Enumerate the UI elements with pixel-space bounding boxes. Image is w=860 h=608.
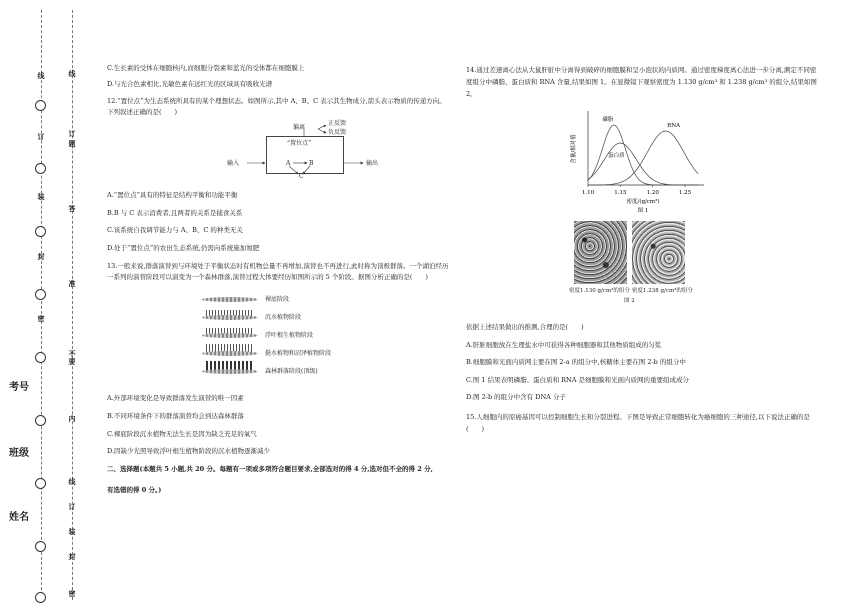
y-axis-label: 含量/相对值	[571, 134, 577, 164]
q12-stem: 12.“置位点”为生态系统所具有的某个理想状态。如图所示,其中 A、B、C 表示其生物成分,箭头表示物质的传递方向。下列叙述正确的是( )	[107, 97, 446, 116]
stage-illustration	[202, 292, 258, 304]
outer-seal-column	[32, 0, 50, 608]
series-label: RNA	[667, 123, 681, 129]
binding-hole	[35, 226, 46, 237]
q14-lead: 依据上述结果做出的推测,合理的是( )	[466, 323, 584, 331]
seal-char: 订	[68, 129, 76, 138]
seal-char: 密	[68, 589, 76, 598]
seal-char: 线	[37, 71, 45, 80]
section2-header-line2: 有选错的得 0 分。)	[107, 485, 162, 494]
q11-option-c: C.生长素的受体在细胞核内,而细胞分裂素和蓝光的受体都在细胞膜上	[107, 64, 305, 72]
seal-char: 答	[68, 204, 76, 213]
q12-option-b[interactable]: B.B 与 C 表示消费者,且两者的关系是捕食关系	[107, 208, 243, 217]
negative-feedback-label: 负反馈	[328, 129, 347, 136]
positive-feedback-label: 正反馈	[328, 120, 347, 127]
micrograph-a	[574, 221, 627, 284]
exam-number-field[interactable]	[6, 382, 32, 393]
stage-illustration	[202, 328, 258, 340]
binding-hole	[35, 163, 46, 174]
binding-hole	[35, 478, 46, 489]
exam-number-label: 考号	[9, 382, 29, 393]
x-tick-label: 1.25	[678, 190, 692, 196]
succession-figure	[107, 290, 452, 386]
stage-label: 森林群落阶段(顶级)	[265, 368, 318, 376]
seal-char: 准	[68, 279, 76, 288]
seal-char: 封	[37, 252, 45, 261]
section2-header-line1: 二、选择题(本题共 5 小题,共 20 分。每题有一项或多项符合题目要求,全部选对的得 4 分,选对但不全的得 2 分,	[107, 464, 433, 473]
q13-option-c[interactable]: C.裸底阶段沉水植物无法生长是因为缺乏充足的氧气	[107, 429, 257, 438]
q13-stem: 13.一般来说,群落演替到与环境处于平衡状态时有机物总量不再增加,演替也不再进行,此时称为顶极群落。一个湖泊经历一系列的演替阶段可以演变为一个森林群落,演替过程大体要经历如图所示的 5 个阶段。据图分析正确的是( )	[107, 262, 449, 282]
seal-char: 封	[68, 552, 76, 561]
q13-option-a[interactable]: A.外部环境变化是导致群落发生演替的唯一因素	[107, 394, 244, 403]
micrograph-a-caption: 密度1.130 g/cm³的组分	[569, 288, 630, 294]
binding-hole	[35, 415, 46, 426]
seal-char: 订	[68, 502, 76, 511]
q13-option-b[interactable]: B.不同环境条件下的群落演替均会到达森林群落	[107, 411, 244, 420]
q12-option-c[interactable]: C.该系统自我调节能力与 A、B、C 的种类无关	[107, 226, 243, 235]
deviation-label: 偏离	[293, 124, 306, 131]
micrograph-figure	[466, 219, 818, 311]
class-field[interactable]	[6, 448, 32, 459]
setpoint-label: “置位点”	[287, 140, 312, 147]
density-chart	[466, 107, 818, 215]
seal-char: 线	[68, 477, 76, 486]
seal-char: 线	[68, 69, 76, 78]
series-line	[588, 143, 698, 185]
stage-illustration	[202, 346, 258, 358]
micrograph-b-caption: 密度1.238 g/cm³的组分	[632, 288, 693, 294]
setpoint-diagram	[107, 120, 452, 181]
x-tick-label: 1.15	[614, 190, 627, 196]
q14-option-d[interactable]: D.图 2-b 的组分中含有 DNA 分子	[466, 393, 566, 402]
node-b-label: B	[309, 160, 314, 167]
series-label: 蛋白质	[608, 153, 625, 159]
stage-label: 裸底阶段	[265, 296, 290, 304]
q14-option-b[interactable]: B.细胞膜和光面内质网主要在图 2-a 的组分中,核糖体主要在图 2-b 的组分中	[466, 358, 686, 367]
node-a-label: A	[286, 160, 291, 167]
stage-label: 浮叶根生植物阶段	[265, 332, 314, 340]
series-line	[588, 131, 698, 185]
seal-char: 订	[37, 132, 45, 141]
series-line	[588, 125, 698, 185]
q15-stem: 15.人细胞内的原癌基因可以控制细胞生长和分裂进程。下图是导致正常细胞转化为癌细胞的三种途径,以下说法正确的是( )	[466, 412, 810, 433]
right-column	[466, 64, 818, 442]
q12-option-d[interactable]: D.处于“置位点”的农田生态系统,仍需向系统施加氮肥	[107, 243, 260, 252]
class-label: 班级	[9, 448, 29, 459]
stage-label: 挺水植物和沼泽植物阶段	[265, 350, 332, 358]
seal-char: 装	[68, 527, 76, 536]
figure1-label: 图 1	[637, 208, 649, 213]
binding-strip	[0, 0, 100, 608]
seal-char: 要	[68, 357, 76, 366]
q12-option-a[interactable]: A.“置位点”具有的特征是结构平衡和功能平衡	[107, 191, 238, 199]
inner-seal-column	[63, 0, 81, 608]
micrograph-b	[632, 221, 685, 284]
q14-option-c[interactable]: C.图 1 结果表明磷脂、蛋白质和 RNA 是细胞膜和光面内质网的重要组成成分	[466, 375, 689, 384]
binding-hole	[35, 100, 46, 111]
q13-option-d[interactable]: D.因缺少光照导致浮叶根生植物阶段的沉水植物逐渐减少	[107, 447, 271, 456]
x-tick-label: 1.20	[646, 190, 659, 196]
q14-option-a[interactable]: A.肝脏细胞放在生理盐水中可获得各种细胞器和其他物质组成的匀浆	[466, 340, 662, 349]
series-label: 磷脂	[602, 117, 614, 123]
q14-stem: 14.通过差速离心法从大鼠肝脏中分离得到破碎的细胞膜和呈小泡状的内质网。通过密度梯度离心法进一步分离,测定不同密度组分中磷脂、蛋白质和 RNA 含量,结果如图 1。在显微镜下观察密度为 1.130 g/cm³ 和 1.238 g/cm³ 的组分,结果如图 2。	[466, 66, 817, 98]
density-chart-svg	[566, 107, 716, 213]
stage-label: 沉水植物阶段	[265, 314, 302, 322]
seal-char: 内	[68, 414, 76, 423]
name-label: 姓名	[9, 512, 29, 523]
input-label: 输入	[227, 160, 240, 167]
binding-hole	[35, 352, 46, 363]
q11-option-d: D.与光合色素相比,光敏色素在远红光的区域具有吸收光谱	[107, 80, 273, 88]
binding-hole	[35, 289, 46, 300]
binding-hole	[35, 592, 46, 603]
binding-hole	[35, 541, 46, 552]
left-column	[107, 64, 452, 502]
figure2-label: 图 2	[624, 298, 635, 304]
seal-char: 密	[37, 314, 45, 323]
x-tick-label: 1.10	[581, 190, 595, 196]
seal-char: 不	[68, 349, 76, 358]
seal-char: 题	[68, 139, 76, 148]
x-axis-label: 密度/(g/cm³)	[626, 199, 660, 205]
name-field[interactable]	[6, 512, 32, 523]
stage-illustration	[202, 364, 258, 376]
stage-illustration	[202, 310, 258, 322]
seal-char: 装	[37, 192, 45, 201]
output-label: 输出	[366, 160, 379, 167]
node-c-label: C	[299, 173, 304, 180]
